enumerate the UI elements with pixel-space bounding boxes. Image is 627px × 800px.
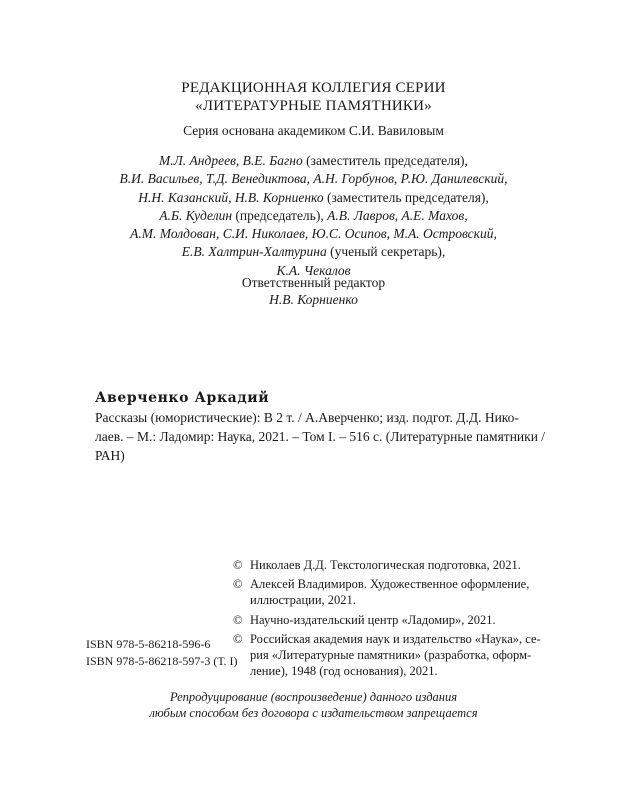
members-line-4: [0, 207, 627, 225]
members-line-5: А.М. Молдован, С.И. Николаев, Ю.С. Осипов, М.А. Островский,: [130, 226, 497, 242]
copyright-text: Научно-издательский центр «Ладомир», 2021.: [250, 612, 496, 627]
copyright-text: Российская академия наук и издательство «Наука», се-: [250, 631, 541, 646]
bibliographic-record: [95, 389, 550, 465]
editor-name: Н.В. Корниенко: [269, 291, 358, 307]
copyright-icon: ©: [233, 577, 243, 592]
biblio-line-2: лаев. – М.: Ладомир: Наука, 2021. – Том I. – 516 с. (Литературные памятники /: [95, 429, 546, 444]
copyright-item: [233, 612, 555, 628]
members-line-2: В.И. Васильев, Т.Д. Венедиктова, А.Н. Горбунов, Р.Ю. Данилевский,: [119, 171, 508, 187]
copyright-item: [233, 557, 555, 573]
notice-line-1: Репродуцирование (воспроизведение) данного издания: [169, 690, 458, 704]
responsible-editor: [0, 275, 627, 308]
member-names: Е.В. Халтрин-Халтурина: [181, 244, 327, 260]
members-line-6: [0, 243, 627, 261]
copyright-icon: ©: [233, 558, 243, 572]
notice-line-2: любым способом без договора с издательством запрещается: [149, 706, 478, 720]
reproduction-notice: [0, 689, 627, 721]
copyright-icon: ©: [233, 612, 243, 627]
copyright-text: Алексей Владимиров. Художественное оформление,: [250, 577, 530, 592]
editorial-board-members: [0, 152, 627, 280]
member-role: (заместитель председателя),: [302, 153, 468, 168]
member-role: (заместитель председателя),: [323, 189, 489, 205]
copyright-item: [233, 576, 555, 608]
board-title-line-2: «ЛИТЕРАТУРНЫЕ ПАМЯТНИКИ»: [195, 98, 432, 114]
member-names: Н.Н. Казанский, Н.В. Корниенко: [138, 189, 324, 205]
copyright-text: рия «Литературные памятники» (разработка, оформ-: [250, 648, 532, 663]
members-line-1: [0, 152, 627, 170]
board-title-line-1: РЕДАКЦИОННАЯ КОЛЛЕГИЯ СЕРИИ: [181, 80, 446, 96]
editor-label: Ответственный редактор: [241, 275, 386, 290]
copyright-text: ление), 1948 (год основания), 2021.: [250, 664, 438, 679]
isbn-block: [86, 636, 237, 669]
members-line-3: [0, 189, 627, 207]
member-role: (председатель),: [232, 207, 328, 223]
copyright-notices: [233, 557, 555, 682]
series-founded-note: Серия основана академиком С.И. Вавиловым: [183, 123, 444, 138]
copyright-item: [233, 631, 555, 680]
isbn-line-2: ISBN 978-5-86218-597-3 (Т. I): [86, 653, 238, 668]
copyright-icon: ©: [233, 631, 243, 646]
editorial-board-heading: [0, 79, 627, 115]
biblio-line-1: Рассказы (юмористические): В 2 т. / А.Аверченко; изд. подгот. Д.Д. Нико-: [95, 410, 519, 425]
member-role: (ученый секретарь),: [326, 244, 446, 260]
member-names: М.Л. Андреев, В.Е. Багно: [159, 153, 303, 168]
isbn-line-1: ISBN 978-5-86218-596-6: [86, 637, 211, 651]
member-names: А.Б. Куделин: [159, 207, 233, 223]
members-line-7: К.А. Чекалов: [276, 262, 351, 278]
member-names: А.В. Лавров, А.Е. Махов,: [327, 207, 468, 223]
copyright-text: иллюстрации, 2021.: [250, 593, 356, 608]
copyright-text: Николаев Д.Д. Текстологическая подготовка, 2021.: [250, 558, 521, 572]
biblio-line-3: РАН): [95, 448, 125, 463]
book-author: Аверченко Аркадий: [95, 390, 270, 406]
